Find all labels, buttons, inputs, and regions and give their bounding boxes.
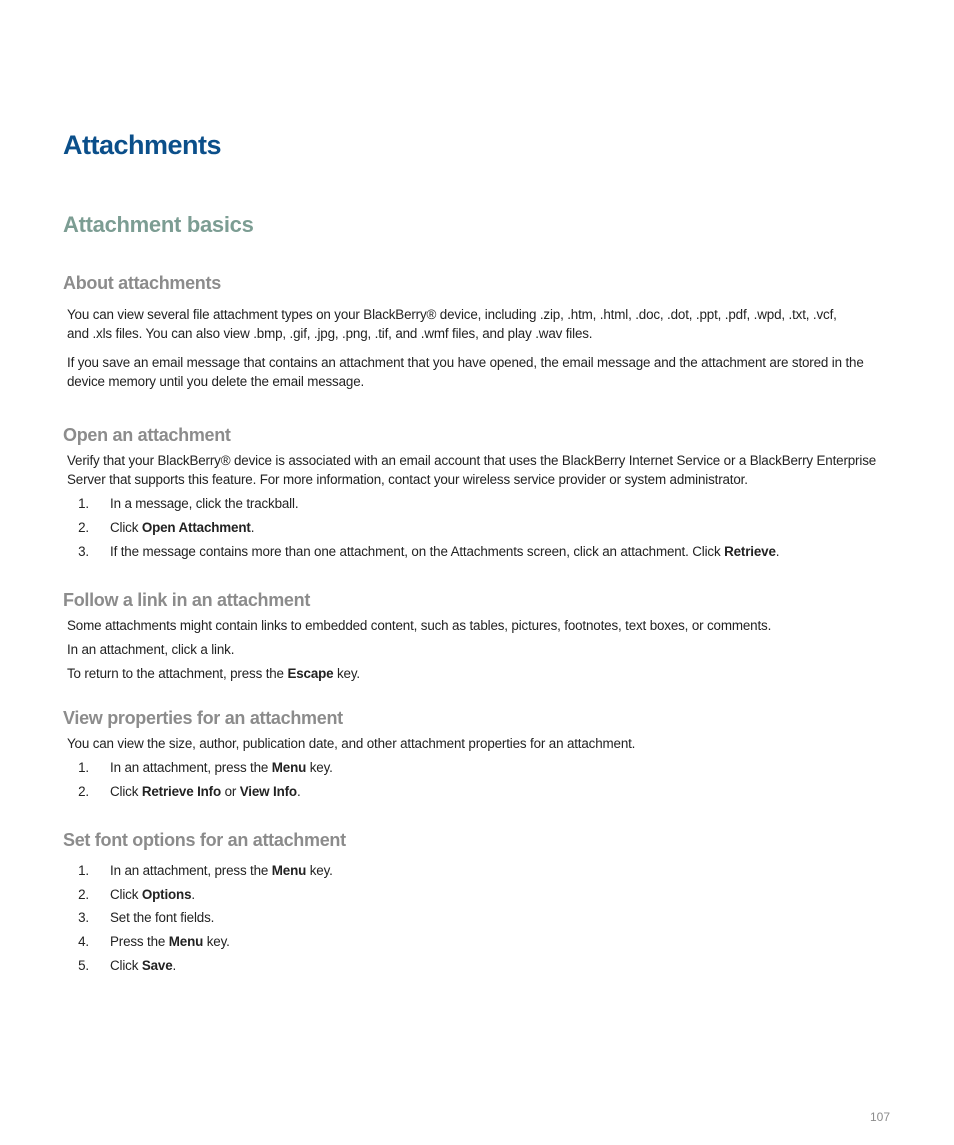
list-text: Click Options.: [110, 887, 195, 902]
list-text: Press the Menu key.: [110, 934, 230, 949]
list-text: If the message contains more than one attachment, on the Attachments screen, click an attachment. Click Retrieve.: [110, 544, 780, 559]
about-p1-line2: and .xls files. You can also view .bmp, .gif, .jpg, .png, .tif, and .wmf files, and play .wav files.: [67, 326, 593, 341]
open-p1-line1: Verify that your BlackBerry® device is associated with an email account that uses the BlackBerry Internet Service or a BlackBerry Enterprise: [67, 453, 877, 468]
list-item: [67, 861, 907, 880]
follow-paragraph-2: In an attachment, click a link.: [67, 642, 235, 657]
list-number: 3.: [78, 544, 89, 559]
list-number: 5.: [78, 958, 89, 973]
list-text: Click Save.: [110, 958, 177, 973]
list-number: 3.: [78, 910, 89, 925]
list-number: 1.: [78, 863, 89, 878]
list-item: [67, 782, 907, 801]
about-p1-line1: You can view several file attachment types on your BlackBerry® device, including .zip, .htm, .html, .doc, .dot, .ppt, .pdf, .wpd, .txt, .vcf,: [67, 307, 837, 322]
list-item: [67, 908, 907, 927]
list-item: [67, 885, 907, 904]
list-item: [67, 956, 907, 975]
view-properties-heading: View properties for an attachment: [63, 708, 343, 728]
about-paragraph-1: [67, 305, 907, 343]
open-paragraph: [67, 451, 907, 489]
list-text: Click Open Attachment.: [110, 520, 255, 535]
list-number: 4.: [78, 934, 89, 949]
list-text: In a message, click the trackball.: [110, 496, 299, 511]
list-item: [67, 758, 907, 777]
open-p1-line2: Server that supports this feature. For more information, contact your wireless service provider or system administrator.: [67, 472, 748, 487]
list-item: [67, 542, 907, 561]
list-item: [67, 494, 907, 513]
list-item: [67, 518, 907, 537]
open-attachment-heading: Open an attachment: [63, 425, 231, 445]
list-item: [67, 932, 907, 951]
page-number: 107: [869, 1110, 890, 1124]
set-font-heading: Set font options for an attachment: [63, 830, 346, 850]
list-text: Click Retrieve Info or View Info.: [110, 784, 301, 799]
about-attachments-heading: About attachments: [63, 273, 221, 293]
list-text: Set the font fields.: [110, 910, 215, 925]
list-number: 2.: [78, 784, 89, 799]
list-number: 2.: [78, 887, 89, 902]
page-title: Attachments: [63, 130, 222, 160]
about-p2-line1: If you save an email message that contains an attachment that you have opened, the email message and the attachment are stored in the: [67, 355, 864, 370]
follow-paragraph-3: To return to the attachment, press the Escape key.: [67, 666, 360, 681]
follow-link-heading: Follow a link in an attachment: [63, 590, 311, 610]
list-number: 1.: [78, 760, 89, 775]
list-number: 2.: [78, 520, 89, 535]
follow-paragraph-1: Some attachments might contain links to embedded content, such as tables, pictures, footnotes, text boxes, or comments.: [67, 618, 772, 633]
props-paragraph: You can view the size, author, publication date, and other attachment properties for an attachment.: [67, 736, 636, 751]
section-title: Attachment basics: [63, 212, 254, 237]
about-paragraph-2: [67, 353, 907, 391]
about-p2-line2: device memory until you delete the email message.: [67, 374, 365, 389]
list-text: In an attachment, press the Menu key.: [110, 863, 333, 878]
list-number: 1.: [78, 496, 89, 511]
list-text: In an attachment, press the Menu key.: [110, 760, 333, 775]
